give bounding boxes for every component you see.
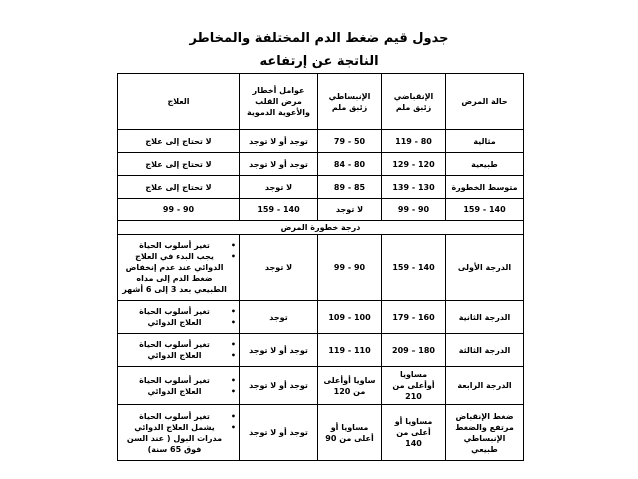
table-row bbox=[118, 301, 524, 334]
treatment-list bbox=[121, 375, 236, 397]
systolic-cell: 120 - 129 bbox=[382, 153, 446, 176]
treatment-item: • العلاج الدوائي bbox=[121, 386, 236, 397]
header-diastolic: الإنبساطي زئبق ملم bbox=[318, 74, 382, 130]
header-systolic: الإنقباضي زئبق ملم bbox=[382, 74, 446, 130]
risk-factors-cell: توجد أو لا توجد bbox=[240, 130, 318, 153]
treatment-cell: 90 - 99 bbox=[118, 199, 240, 221]
diastolic-cell: لا توجد bbox=[318, 199, 382, 221]
systolic-cell: مساويا أوأعلى من 210 bbox=[382, 367, 446, 405]
diastolic-cell: 110 - 119 bbox=[318, 334, 382, 367]
risk-factors-cell: 140 - 159 bbox=[240, 199, 318, 221]
diastolic-cell: 90 - 99 bbox=[318, 235, 382, 301]
table-row bbox=[118, 334, 524, 367]
condition-cell: الدرجة الأولى bbox=[446, 235, 524, 301]
treatment-cell bbox=[118, 235, 240, 301]
condition-cell: متوسط الخطورة bbox=[446, 176, 524, 199]
systolic-cell: 80 - 119 bbox=[382, 130, 446, 153]
risk-factors-cell: توجد أو لا توجد bbox=[240, 153, 318, 176]
treatment-cell: لا تحتاج إلى علاج bbox=[118, 176, 240, 199]
treatment-list bbox=[121, 339, 236, 361]
condition-cell: ضغط الإنقباض مرتفع والضغط الإنبساطي طبيعي bbox=[446, 405, 524, 461]
treatment-cell: لا تحتاج إلى علاج bbox=[118, 153, 240, 176]
table-row bbox=[118, 130, 524, 153]
systolic-cell: 180 – 209 bbox=[382, 334, 446, 367]
risk-factors-cell: لا توجد bbox=[240, 176, 318, 199]
systolic-cell: 160 - 179 bbox=[382, 301, 446, 334]
treatment-cell: لا تحتاج إلى علاج bbox=[118, 130, 240, 153]
treatment-item: • تغير أسلوب الحياة bbox=[121, 375, 236, 386]
treatment-item: • العلاج الدوائي bbox=[121, 317, 236, 328]
table-row bbox=[118, 367, 524, 405]
treatment-item: • العلاج الدوائي bbox=[121, 350, 236, 361]
treatment-item: • تغير أسلوب الحياة bbox=[121, 306, 236, 317]
diastolic-cell: 50 - 79 bbox=[318, 130, 382, 153]
table-subtitle: الناتجة عن إرتفاعه bbox=[259, 54, 379, 69]
table-row bbox=[118, 199, 524, 221]
treatment-item: • تغير أسلوب الحياة bbox=[121, 339, 236, 350]
table-row bbox=[118, 405, 524, 461]
treatment-item: • تغير أسلوب الحياة bbox=[121, 411, 236, 422]
risk-factors-cell: توجد أو لا توجد bbox=[240, 367, 318, 405]
risk-factors-cell: توجد bbox=[240, 301, 318, 334]
diastolic-cell: 100 - 109 bbox=[318, 301, 382, 334]
condition-cell: الدرجة الرابعة bbox=[446, 367, 524, 405]
header-risk-factors: عوامل أخطار مرض القلب والأعوية الدموية bbox=[240, 74, 318, 130]
diastolic-cell: مساويا أو أعلى من 90 bbox=[318, 405, 382, 461]
treatment-list bbox=[121, 240, 236, 295]
section-title: درجة خطورة المرض bbox=[118, 221, 524, 235]
header-condition: حالة المرض bbox=[446, 74, 524, 130]
diastolic-cell: 80 - 84 bbox=[318, 153, 382, 176]
condition-cell: الدرجة الثالثة bbox=[446, 334, 524, 367]
systolic-cell: 90 - 99 bbox=[382, 199, 446, 221]
risk-factors-cell: لا توجد bbox=[240, 235, 318, 301]
section-row bbox=[118, 221, 524, 235]
systolic-cell: 130 - 139 bbox=[382, 176, 446, 199]
header-treatment: العلاج bbox=[118, 74, 240, 130]
diastolic-cell: ساويا أوأعلى من 120 bbox=[318, 367, 382, 405]
treatment-cell bbox=[118, 405, 240, 461]
treatment-cell bbox=[118, 334, 240, 367]
header-row bbox=[118, 74, 524, 130]
table-row bbox=[118, 153, 524, 176]
table-row bbox=[118, 176, 524, 199]
treatment-item: • يجب البدء في العلاج الدوائي عند عدم إنخفاض ضغط الدم إلى مداه الطبيعي بعد 3 إلى 6 أشهر bbox=[121, 251, 236, 295]
blood-pressure-table bbox=[117, 73, 524, 461]
condition-cell: مثالية bbox=[446, 130, 524, 153]
treatment-item: • تغير أسلوب الحياة bbox=[121, 240, 236, 251]
risk-factors-cell: توجد أو لا توجد bbox=[240, 405, 318, 461]
table-title: جدول قيم ضغط الدم المختلفة والمخاطر bbox=[189, 31, 449, 46]
treatment-list bbox=[121, 306, 236, 328]
risk-factors-cell: توجد أو لا توجد bbox=[240, 334, 318, 367]
condition-cell: 140 - 159 bbox=[446, 199, 524, 221]
table-row bbox=[118, 235, 524, 301]
systolic-cell: 140 - 159 bbox=[382, 235, 446, 301]
treatment-list bbox=[121, 411, 236, 455]
treatment-cell bbox=[118, 301, 240, 334]
condition-cell: الدرجة الثانية bbox=[446, 301, 524, 334]
diastolic-cell: 85 - 89 bbox=[318, 176, 382, 199]
treatment-cell bbox=[118, 367, 240, 405]
condition-cell: طبيعية bbox=[446, 153, 524, 176]
systolic-cell: مساويا أو أعلى من 140 bbox=[382, 405, 446, 461]
treatment-item: • يشمل العلاج الدوائي مدرات البول ( عند السن فوق 65 سنة) bbox=[121, 422, 236, 455]
